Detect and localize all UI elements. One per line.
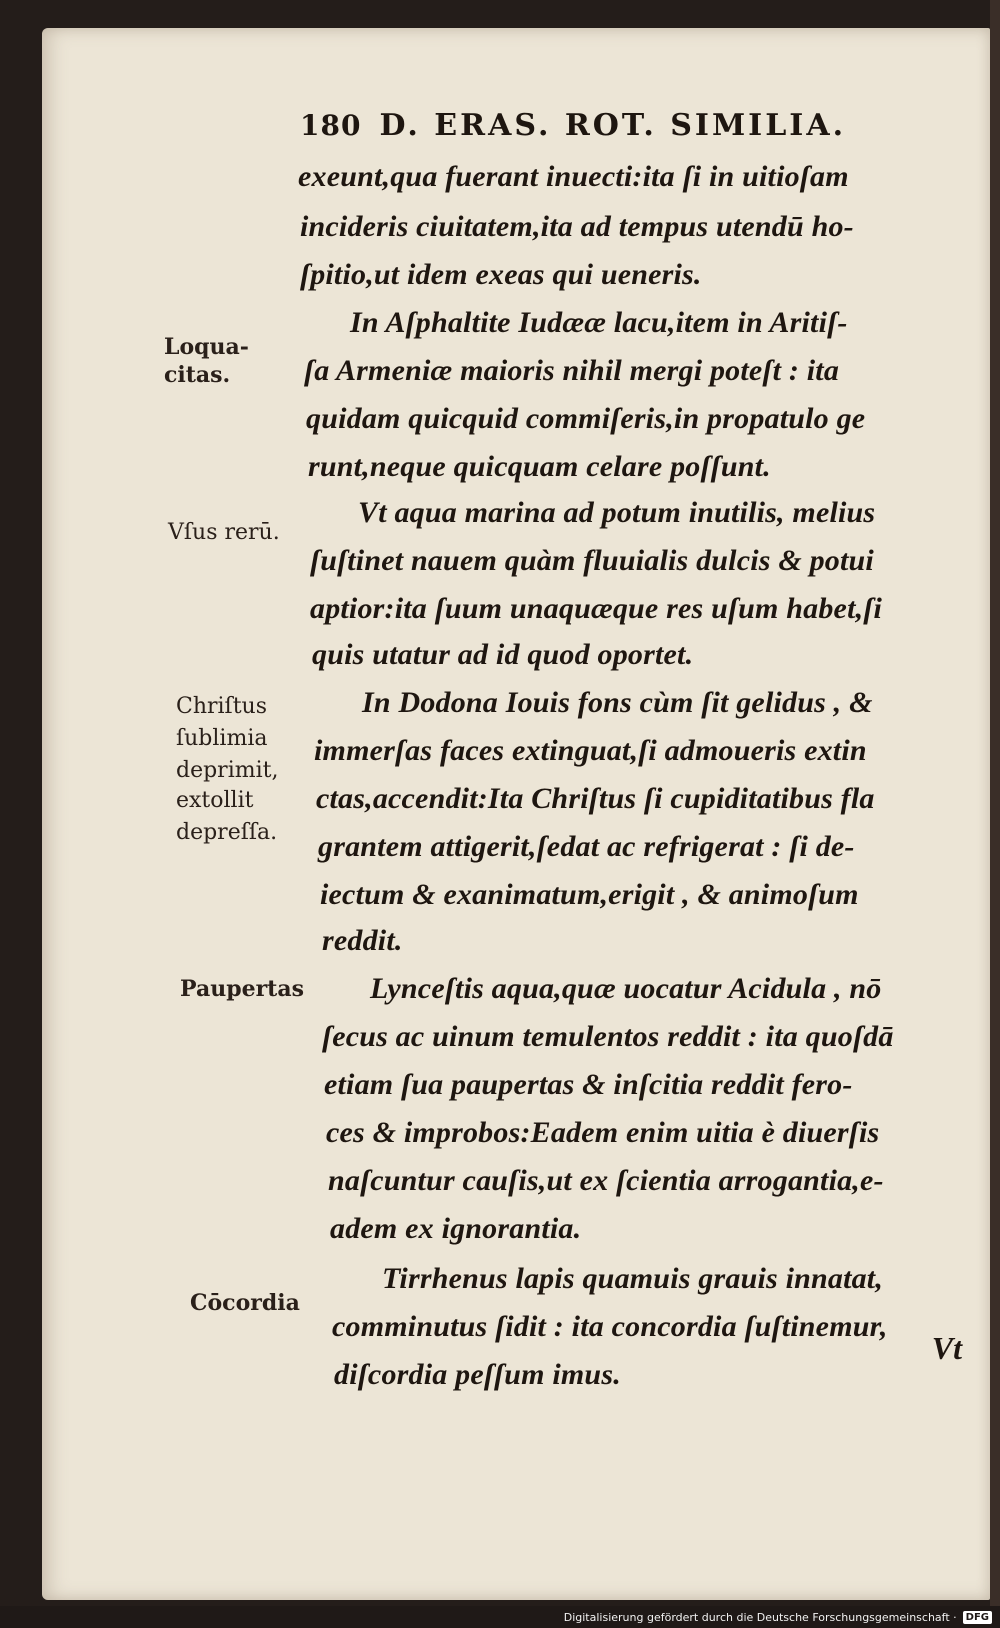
footer-bar bbox=[0, 1606, 1000, 1628]
text-line: grantem attigerit,ſedat ac refrigerat : ſi de- bbox=[318, 830, 855, 863]
running-title: D. ERAS. ROT. SIMILIA. bbox=[379, 108, 847, 143]
text-line: quidam quicquid commiſeris,in propatulo ge bbox=[306, 402, 866, 435]
margin-note: citas. bbox=[164, 362, 231, 388]
margin-note: Vſus rerū. bbox=[168, 520, 280, 545]
text-line: In Aſphaltite Iudææ lacu,item in Aritiſ- bbox=[350, 306, 848, 339]
text-line: Lynceſtis aqua,quæ uocatur Acidula , nō bbox=[370, 972, 882, 1005]
margin-note: Cōcordia bbox=[190, 1290, 300, 1316]
text-line: Vt aqua marina ad potum inutilis, melius bbox=[358, 496, 876, 529]
text-line: reddit. bbox=[322, 924, 403, 957]
text-line: naſcuntur cauſis,ut ex ſcientia arrogantia,e- bbox=[328, 1164, 884, 1197]
footer-credit bbox=[564, 1611, 992, 1624]
dfg-logo: DFG bbox=[963, 1611, 992, 1624]
text-line: exeunt,qua fuerant inuecti:ita ſi in uitioſam bbox=[298, 160, 849, 193]
text-line: ſuſtinet nauem quàm fluuialis dulcis & potui bbox=[310, 544, 874, 577]
margin-note: ſublimia bbox=[176, 726, 268, 751]
running-header bbox=[300, 108, 940, 143]
text-line: incideris ciuitatem,ita ad tempus utendū ho- bbox=[300, 210, 854, 243]
text-line: ſecus ac uinum temulentos reddit : ita quoſdā bbox=[322, 1020, 894, 1053]
text-line: Tirrhenus lapis quamuis grauis innatat, bbox=[382, 1262, 884, 1295]
text-line: ſpitio,ut idem exeas qui ueneris. bbox=[300, 258, 702, 291]
text-line: In Dodona Iouis fons cùm ſit gelidus , & bbox=[362, 686, 873, 719]
text-line: ctas,accendit:Ita Chriſtus ſi cupiditatibus fla bbox=[316, 782, 875, 815]
margin-note: Loqua- bbox=[164, 334, 249, 360]
text-line: ces & improbos:Eadem enim uitia è diuerſis bbox=[326, 1116, 880, 1149]
text-line: etiam ſua paupertas & inſcitia reddit fero- bbox=[324, 1068, 853, 1101]
text-line: comminutus ſidit : ita concordia ſuſtinemur, bbox=[332, 1310, 888, 1343]
page-edge bbox=[990, 0, 1000, 1628]
margin-note: Chriſtus bbox=[176, 694, 267, 719]
margin-note: deprimit, bbox=[176, 758, 279, 783]
catchword: Vt bbox=[931, 1330, 962, 1366]
text-line: iectum & exanimatum,erigit , & animoſum bbox=[320, 878, 859, 911]
credit-text: Digitalisierung gefördert durch die Deutsche Forschungsgemeinschaft · bbox=[563, 1611, 957, 1624]
text-line: runt,neque quicquam celare poſſunt. bbox=[308, 450, 771, 483]
text-line: diſcordia peſſum imus. bbox=[334, 1358, 621, 1391]
text-line: adem ex ignorantia. bbox=[330, 1212, 582, 1245]
margin-note: Paupertas bbox=[180, 976, 304, 1002]
text-line: aptior:ita ſuum unaquæque res uſum habet,ſi bbox=[310, 592, 883, 625]
page-number: 180 bbox=[300, 109, 362, 142]
text-line: quis utatur ad id quod oportet. bbox=[312, 638, 694, 671]
margin-note: depreſſa. bbox=[176, 820, 278, 845]
margin-note: extollit bbox=[176, 788, 254, 813]
text-line: immerſas faces extinguat,ſi admoueris extin bbox=[314, 734, 867, 767]
text-line: ſa Armeniæ maioris nihil mergi poteſt : ita bbox=[304, 354, 840, 387]
